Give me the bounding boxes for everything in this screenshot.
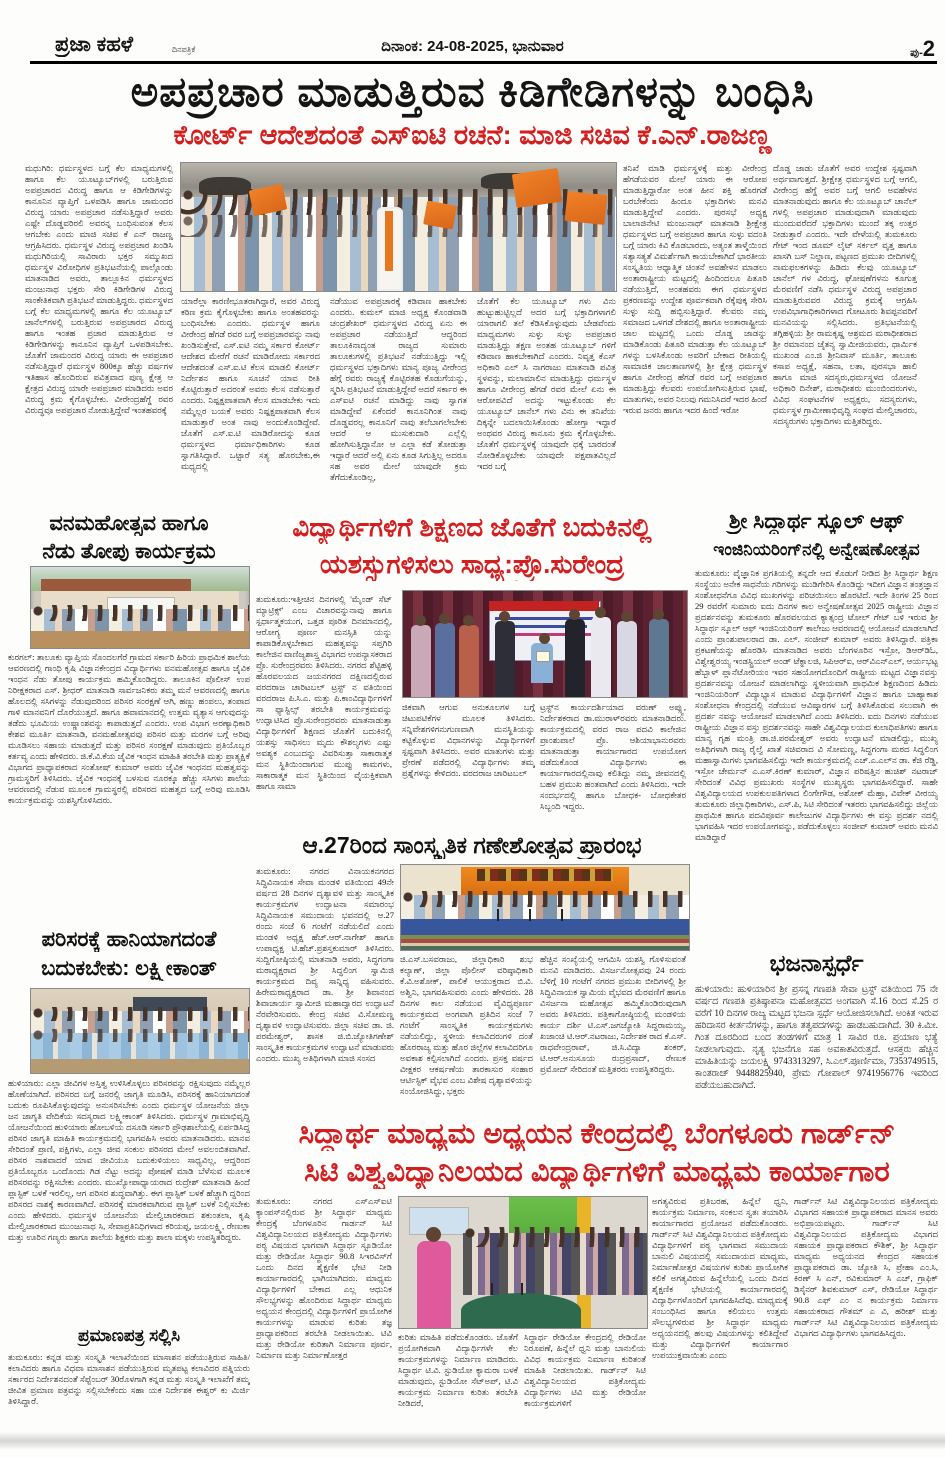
- vanamahotsava-headline-line2: ನೆಡು ತೋಪು ಕಾರ್ಯಕ್ರಮ: [42, 540, 216, 563]
- masthead-rule: [30, 61, 937, 64]
- head: [499, 611, 510, 622]
- pramanapatra-subhead: ಪ್ರಮಾಣಪತ್ರ ಸಲ್ಲಿಸಿ: [77, 1326, 181, 1345]
- person-saree: [459, 625, 479, 697]
- vanamahotsava-body: ಕುರಗಲ್: ತಾಲೂಕು ವ್ಯಾಪ್ತಿಯ ಸೊಂದಲಗೆರೆ ಗ್ರಾಮದ ಸರ್ಕಾರಿ ಹಿರಿಯ ಪ್ರಾಥಮಿಕ ಶಾಲೆಯ ಆವರಣದಲ್ಲಿ ಗಾಂಧಿ ಕೃಷಿ ವಿಜ್ಞಾನಕೇಂದ್ರದ ವಿದ್ಯಾರ್ಥಿಗಳು ವನಮಹೋತ್ಸವ ಹಾಗೂ ಜೈವಿಕ ಇಂಧನ ನೆಡು ತೋಪು ಕಾರ್ಯಕ್ರಮ ಹಮ್ಮಿಕೊಂಡಿದ್ದರು. ತಾಲೂಕಿನ ಪೊಲೀಸ್ ಉಪ ನಿರೀಕ್ಷಕರಾದ ಎಸ್. ಶ್ರೀಧರ್ ಮಾತನಾಡಿ ಸಾರ್ವಜನಿಕರು ತಮ್ಮ ಮನೆ ಆವರಣದಲ್ಲಿ ಹಾಗೂ ಹೊಲದಲ್ಲಿ ಸಸಿಗಳನ್ನು ನೆಡುವುದರಿಂದ ಪರಿಸರ ಸಂರಕ್ಷಣೆ ಆಗಿ, ಹಣ್ಣು ಹಂಪಲು, ತಂಪಾದ ಗಾಳಿ ಮಾನವನಿಗೆ ದೊರೆಯುತ್ತದೆ. ಹಾಗೂ ಹವಾಮಾನದಲ್ಲಿ ಉತ್ತಮ ವ್ಯತ್ಯಾಸ ಆಗುವುದನ್ನು ತಡೆದು ಭೂಮಿಯ ಉಷ್ಣಾಂಶವನ್ನು ಕಾಪಾಡುತ್ತದೆ ಎಂದರು. ಉಪ ವಿಭಾಗ ಅರಣ್ಯಾಧಿಕಾರಿ ಕೇಶವ ಮೂರ್ತಿ ಮಾತನಾಡಿ, ವನಮಹೋತ್ಸವವು ಪರಿಸರ ಮತ್ತು ಮರಗಳ ಬಗ್ಗೆ ಅರಿವು ಮೂಡಿಸಲು ಸಹಾಯ ಮಾಡುತ್ತದೆ ಮತ್ತು ಪರಿಸರ ಸಂರಕ್ಷಣೆ ಮಾಡುವುದು ಪ್ರತಿಯೊಬ್ಬರ ಕರ್ತವ್ಯ ಎಂದು ಹೇಳಿದರು. ಜಿ.ಕೆ.ವಿ.ಕೆಯ ಜೈವಿಕ ಇಂಧನ ಮಾಹಿತಿ ತರಬೇತಿ ಮತ್ತು ಪ್ರಾತ್ಯಕ್ಷಿಕೆ ವಿಭಾಗದ ಪ್ರಾಧ್ಯಾಪಕರಾದ ಸಂತೋಷ್ ಕುಮಾರ್ ಅವರು ಜೈವಿಕ ಇಂಧನದ ಮಹತ್ವವನ್ನು ಗ್ರಾಮಸ್ಥರಿಗೆ ತಿಳಿಸಿದರು. ಜೈವಿಕ ಇಂಧನಕ್ಕೆ ಬಳಸುವ ನೂರಕ್ಕೂ ಹೆಚ್ಚು ಸಸಿಗಳು ಶಾಲೆಯ ಆವರಣದಲ್ಲಿ ನೆಡುವ ಮೂಲಕ ಗ್ರಾಮಸ್ಥರಲ್ಲಿ ಪರಿಸರದ ಮಹತ್ವದ ಬಗ್ಗೆ ಅರಿವು ಮೂಡಿಸಿ ಕಾರ್ಯಕ್ರಮವನ್ನು ಯಶಸ್ವಿಗೊಳಿಸಿದರು.: [8, 652, 250, 805]
- person-white-shirt: [591, 617, 611, 697]
- ground: [31, 631, 249, 648]
- head: [653, 609, 664, 620]
- certificate: [536, 651, 550, 662]
- page-number-label: ಪು-: [910, 47, 923, 59]
- workshop-photo: [398, 1196, 648, 1329]
- newspaper-logo: ಪ್ರಜಾ ಕಹಳೆ: [55, 33, 133, 56]
- education-column-3: ಟ್ರಸ್ಟ್‌ನ ಕಾರ್ಯದರ್ಶಿಯಾದ ವರುಣ್ ಅಪ್ಸ್ವು, ನಿರ್ದೇಶಕರಾದ ಡಾ.ಮುರಾಳ್‌ರವರು ಮಾತನಾಡಿದರು. ಕಾರ್ಯಕ್ರಮದಲ್ಲಿ ವರದ ರಾಜ ಪದವಿ ಕಾಲೇಜಿನ ಪ್ರಾಂಶುಪಾಲೆ ಪ್ರೊ. ಆಶಿಯಾಭಾನುರವರು ಮಾತನಾಡುತ್ತಾ ಕಾರ್ಯಾಗಾರದ ಉಪಯೋಗ ಪಡೆದುಕೊಂಡ ವಿದ್ಯಾರ್ಥಿಗಳು ಈ ಕಾರ್ಯಾಗಾರದಲ್ಲಿನಾವು ಕಲಿತಿದ್ದು ನಮ್ಮ ಜೀವನದಲ್ಲಿ ಬಹಳ ಪ್ರಮುಖ ಹಂತವಾಗಿದೆ ಎಂದು ತಿಳಿಸಿದರು. ಇದೇ ಸಂದರ್ಭದಲ್ಲಿ ಹಾಗೂ ಬೋಧಕ- ಬೋಧಕೇತರ ಸಿಬ್ಬಂದಿ ಇದ್ದರು.: [540, 702, 686, 811]
- workshop-headline-line2: ಸಿಟಿ ವಿಶ್ವವಿದ್ಯಾನಿಲಯದ ವಿದ್ಯಾರ್ಥಿಗಳಿಗೆ ಮಾಧ್ಯಮ ಕಾರ್ಯಾಗಾರ: [304, 1156, 890, 1188]
- head: [415, 615, 426, 626]
- workshop-headline-line1: ಸಿದ್ಧಾರ್ಥ ಮಾಧ್ಯಮ ಅಧ್ಯಯನ ಕೇಂದ್ರದಲ್ಲಿ ಬೆಂಗಳೂರು ಗಾರ್ಡ್‌ನ್: [298, 1118, 896, 1150]
- banner-header-strip: [489, 601, 599, 611]
- saffron-flag: [565, 191, 608, 225]
- lead-column-3: ನಡೆಯುವ ಅಪಪ್ರಚಾರಕ್ಕೆ ಕಡಿವಾಣ ಹಾಕಬೇಕು ಎಂದರು. ಕುಮಲ್ ಮಾಜಿ ಅಧ್ಯಕ್ಷ ಕೊಂಡವಾಡಿ ಚಂದ್ರಶೇಖರ್ ಧರ್ಮಸ್ಥಳದ ವಿರುದ್ಧ ಏನು ಈ ಅಪಪ್ರಚಾರ ನಡೆಯುತ್ತಿದೆ ಆದ್ದರಿಂದ ತಾಲೂಕಿನಾದ್ಯಂತ ರಾಜ್ಯದ ಸುಮಾರು ತಾಲೂಕುಗಳಲ್ಲಿ ಪ್ರತಿಭಟನೆ ನಡೆಯುತ್ತಿದ್ದು ಇಲ್ಲಿ ಧರ್ಮಸ್ಥಳದ ಭಕ್ತಾದಿಗಳು ಮಾನ್ಯ ಪೂಜ್ಯ ವೀರೇಂದ್ರ ಹೆಗ್ಗೆ ರವರು ರಾಜ್ಯಕ್ಕೆ ಕೊಟ್ಟಿರತಹ ಕೊಡುಗೆಯನ್ನು, ಸ್ಮರಿಸಿ ಪ್ರತಿಭಟನೆ ಮಾಡುತ್ತಿದ್ದೇವೆ ಅದರೆ ಸರ್ಕಾರ ಈ ಎಸ್ಐಟಿ ರಚನೆ ಮಾಡಿದ್ದು ನಾವು ಸ್ವಾಗತ ಮಾಡಿದ್ದೇವೆ ಏಕೆಂದರೆ ಕಾನೂನಿಗಿಂತ ನಾವು ದೊಡ್ಡವರಲ್ಲ ಕಾನೂನಿಗೆ ನಾವು ತಲೆಬಾಗಲೇಬೇಕು ಆದರೆ ಆ ಮುಸುಕುದಾರಿ ಎಲ್ಲೆಲ್ಲಿ ಹೋಗಿಸುತ್ತಿದ್ದಾನೋ ಆ ಎಲ್ಲಾ ಕಡೆ ತೋಡುತ್ತಾ ಇದ್ದಾರೆ ಆದರೆ ಅಲ್ಲಿ ಏನು ಕೂಡ ಸಿಗುತ್ತಿಲ್ಲ ಅದರೂ ಸಹ ಅವರ ಮೇಲೆ ಯಾವುದೇ ಕ್ರಮ ತೆಗೆದುಕೊಂಡಿಲ್ಲ,: [330, 296, 467, 482]
- workshop-column-5: ಗಾರ್ಡ್‌ನ್ ಸಿಟಿ ವಿಶ್ವವಿದ್ಯಾನಿಲಯದ ಪತ್ರಿಕೋದ್ಯಮ ವಿಭಾಗದ ಸಹಾಯಕ ಪ್ರಾಧ್ಯಾಪಕರಾದ ಮಾನಸ ಅವರು ಅಭಿಪ್ರಾಯಪಟ್ಟರು. ಗಾರ್ಡ್‌ನ್ ಸಿಟಿ ವಿಶ್ವವಿದ್ಯಾನಿಲಯದ ಪತ್ರಿಕೋದ್ಯಮ ವಿಭಾಗದ ಸಹಾಯಕ ಪ್ರಾಧ್ಯಾಪಕರಾದ ಕೌಶಿಕ್, ಶ್ರೀ ಸಿದ್ಧಾರ್ಥ ಮಾಧ್ಯಮ ಅಧ್ಯಯನದ ಕೇಂದ್ರದ ಸಹಾಯಕ ಪ್ರಾಧ್ಯಾಪಕರಾದ ಡಾ. ಜ್ಯೋತಿ ಸಿ, ಪ್ರೇಹಾ ಎಂ.ಸಿ, ಕಿರಣ್ ಸಿ ಎನ್, ರವಿಕುಮಾರ್ ಸಿ ಎಚ್, ಗ್ರಾಫಿಕ್ ಡಿಸೈನರ್ ಶಿವಕುಮಾರ್ ಎಸ್, ರೇಡಿಯೋ ಸಿದ್ಧಾರ್ಥ 90.8 ಎಫ್ ಎಂ ನ ಕಾರ್ಯಕ್ರಮ ನಿರ್ಮಾಣ ಸಹಾಯಕರಾದ ಗೌತಮ್ ಎ ವಿ, ಹರೀಶ್ ಮತ್ತು ಗಾರ್ಡ್‌ನ್ ಸಿಟಿ ವಿಶ್ವವಿದ್ಯಾನಿಲಯದ ಪತ್ರಿಕೋದ್ಯಮ ವಿಭಾಗದ ವಿದ್ಯಾರ್ಥಿಗಳು ಭಾಗವಹಿಸಿದ್ದರು.: [794, 1196, 938, 1338]
- page-number: [910, 36, 935, 62]
- lead-headline: ಅಪಪ್ರಚಾರ ಮಾಡುತ್ತಿರುವ ಕಿಡಿಗೇಡಿಗಳನ್ನು ಬಂಧಿಸಿ: [130, 68, 815, 115]
- microphone: [521, 1283, 523, 1295]
- head: [539, 633, 550, 644]
- head: [463, 615, 474, 626]
- woman-in-pink: [417, 1241, 451, 1328]
- lead-column-2: ಯಾರೆಲ್ಲಾ ಕಾರಣೀಭೂತರಾಗಿದ್ದಾರೆ, ಅವರ ವಿರುದ್ಧ ಕಠಿಣ ಕ್ರಮ ಕೈಗೊಳ್ಳಬೇಕು ಹಾಗೂ ಅಂತಹವರನ್ನು ಬಂಧಿಸಬೇಕು ಎಂದರು. ಧರ್ಮಸ್ಥಳ ಹಾಗೂ ವೀರೇಂದ್ರ ಹೆಗಡೆ ರವರ ಬಗ್ಗೆ ಅಪಪ್ರಚಾರವನ್ನು ನಾವು ಖಂಡಿಸುತ್ತೇವೆ, ಎಸ್.ಐಟಿ ನಮ್ಮ ಸರ್ಕಾರ ಕೋರ್ಟ್ ಆದೇಶದ ಮೇರೆಗೆ ರಚನೆ ಮಾಡಿರೋದು ಸರ್ಕಾರದ ಆದೇಶದಂತೆ ಎಸ್.ಐ.ಟಿ ಕೆಲಸ ಮಾಡಲಿ ಕೋರ್ಟ್ ನಿರ್ದೇಶನ ಹಾಗೂ ಸೂಚನೆ ಯಾವ ರೀತಿ ಕೊಟ್ಟಿರುತ್ತಾರೆ ಅದರಂತೆ ಅವರು ಕೆಲಸ ನಡೆಸುತ್ತಾರೆ ಎಂದರು. ನಿಷ್ಪಕ್ಷಪಾತವಾಗಿ ಕೆಲಸ ಮಾಡಬೇಕು ಇದು ನಮ್ಮೆಲ್ಲರ ಬಯಕೆ ಅವರು ನಿಷ್ಪಕ್ಷಪಾತವಾಗಿ ಕೆಲಸ ಮಾಡುತ್ತಾರೆ ಅಂತ ನಾವು ಅಂದುಕೊಂಡಿದ್ದೇವೆ. ಜೊತೆಗೆ ಎಸ್.ಐ.ಟಿ ಮಾಡಿರೋದನ್ನು ಕೂಡ ಧರ್ಮಸ್ಥಳದ ಧರ್ಮಾಧಿಕಾರಿಗಳು ಕೂಡ ಸ್ವಾಗತಿಸಿದ್ದಾರೆ. ಒಟ್ಟಾರೆ ಸತ್ಯ ಹೊರಬೇಕು,ಈ ಮಧ್ಯದಲ್ಲಿ: [181, 296, 320, 471]
- lead-column-6: ದೊಡ್ಡ ಜಾಡು ಜೊತೆಗೆ ಅವರ ಉದ್ದೇಶ ಸ್ಪಷ್ಟವಾಗಿ ಅರ್ಥವಾಗುತ್ತದೆ. ಶ್ರೀಕ್ಷೇತ್ರ ಧರ್ಮಸ್ಥಳದ ಬಗ್ಗೆ ಆಗಲಿ, ವೀರೇಂದ್ರ ಹೆಗ್ಡೆ ಅವರ ಬಗ್ಗೆ ಆಗಲಿ ಅವಹೇಳನ ಮಾತನಾಡುವುದು ಹಾಗೂ ಕೆಲ ಯೂಟ್ಯೂಬ್ ಚಾನೆಲ್ ಗಳಲ್ಲಿ ಅಪಪ್ರಚಾರ ಮಾಡುವುದಾಗಿ ಮಾಡುವುದು ಮುಂದುವರೆದರೆ ಭಕ್ತಾದಿಗಳು ಮುಂದೆ ತಕ್ಕ ಉತ್ತರ ನೀಡುತ್ತಾರೆ ಎಂದರು. ಇದೇ ವೇಳೆಯಲ್ಲಿ ತುಮಕೂರು ಗೇಟ್ ಇಂದ ಡೂಮ್ ಲೈಟ್ ಸರ್ಕಲ್ ವೃತ್ತ ಹಾಗೂ ಖಾಸಗಿ ಬಸ್ ನಿಲ್ದಾಣ, ಪಟ್ಟಣದ ಪ್ರಮುಖ ಬೀದಿಗಳಲ್ಲಿ ನಾಮಫಲಕಗಳನ್ನು ಹಿಡಿದು ಕೆಲವು ಯೂಟ್ಯೂಬ್ ಚಾನೆಲ್ ಗಳ ವಿರುದ್ಧ, ಘೋಷಣೆಗಳನು ಕೂಗುತ್ತ ಮೆರವಣಿಗೆ ನಡೆಸಿ ಧರ್ಮಸ್ಥಳ ವಿರುದ್ಧ ಅಪಪ್ರಚಾರ ಮಾಡುತ್ತಿರುವವರ ವಿರುದ್ಧ ಕ್ರಮಕ್ಕೆ ಆಗ್ರಹಿಸಿ ಉಪವಿಭಾಗಾಧಿಕಾರಿಗಳಾದ ಗೋಟೂರು ಶಿವಪ್ಪನವರಿಗೆ ಮನವಿಯನ್ನು ಸಲ್ಲಿಸಿದರು. ಪ್ರತಿಭಟನೆಯಲ್ಲಿ ತಗ್ಗಿಹಳ್ಳಿಯ ಶ್ರೀ ರಾಮಕೃಷ್ಣ ಆಶ್ರಮದ ಮಠಾಧೀಶರಾದ ಶ್ರೀ ರಮಾನಂದ ಚೈತನ್ಯ ಸ್ವಾಮೀಜಿಯವರು, ಧಾರ್ಮಿಕ ಮುಖಂಡ ಎಂ.ಜಿ ಶ್ರೀನಿವಾಸ್ ಮೂರ್ತಿ, ತಾಲೂಕು ಕಸಾಪ ಅಧ್ಯಕ್ಷೆ, ಸಹನಾ, ಲತಾ, ಪುರಸಭಾ ಹಾಲಿ ಹಾಗೂ ಮಾಜಿ ಸದಸ್ಯರು,ಧರ್ಮಸ್ಥಳದ ಯೋಜನೆ ಅಧಿಕಾರಿ ದಿನೇಶ್, ಮಠಾಧೀಶರು ಮುಂಬಿಂದರುಗಳು, ವಿವಿಧ ಸಂಘಟನೆಗಳ ಅಧ್ಯಕ್ಷರು, ಸದಸ್ಯರುಗಳು, ಧರ್ಮಸ್ಥಳ ಗ್ರಾಮೀಣಾಭಿವೃದ್ಧಿ ಸಂಘದ ಮೇಲ್ವಿಚಾರರು, ಸದಸ್ಯರುಗಳು ಭಕ್ತಾದಿಗಳು ಮತ್ತಿತರಿದ್ದರು.: [773, 163, 917, 426]
- vanamahotsava-photo: [30, 566, 250, 649]
- microphone: [491, 1283, 493, 1295]
- head: [621, 611, 632, 622]
- students-heads: [463, 1227, 647, 1247]
- education-headline-line1: ವಿದ್ಯಾರ್ಥಿಗಳಿಗೆ ಶಿಕ್ಷಣದ ಜೊತೆಗೆ ಬದುಕಿನಲ್ಲಿ: [292, 512, 652, 542]
- green-table: [461, 1293, 581, 1328]
- person-coat: [495, 621, 515, 697]
- parisara-headline-line2: ಬದುಕಬೇಕು: ಲಕ್ಷ್ಮೀಕಾಂತ್: [41, 957, 217, 980]
- ganeshotsava-column-1: ತುಮಕೂರು: ನಗರದ ವಿನಾಯಕನಗರದ ಸಿದ್ಧಿವಿನಾಯಕ ಸೇವಾ ಮಂಡಳಿ ವತಿಯಿಂದ 49ನೇ ವರ್ಷದ 28 ದಿನಗಳ ದೃಶ್ಯಾವಳಿ ಮತ್ತು ಸಾಂಸ್ಕೃತಿಕ ಕಾರ್ಯಕ್ರಮಗಳ ಉದ್ಘಾಟನಾ ಸಮಾರಂಭ ಸಿದ್ಧಿವಿನಾಯಕ ಸಮುದಾಯ ಭವನದಲ್ಲಿ ಆ.27 ರಂದು ಸಂಜೆ 6 ಗಂಟೆಗೆ ನಡೆಯಲಿದೆ ಎಂದು ಮಂಡಳಿ ಅಧ್ಯಕ್ಷ ಹೆಚ್.ಆರ್.ನಾಗೇಶ್ ಹಾಗೂ ಉಪಾಧ್ಯಕ್ಷ ಟಿ.ಹೆಚ್.ಪ್ರಶಸ್ತಕುಮಾರ್ ತಿಳಿಸಿದರು. ಸುದ್ದಿಗೋಷ್ಠಿಯಲ್ಲಿ ಮಾತನಾಡಿ ಅವರು, ಸಿದ್ಧಗಂಗಾ ಮಠಾಧ್ಯಕ್ಷರಾದ ಶ್ರೀ ಸಿದ್ಧಲಿಂಗ ಸ್ವಾಮಿಜಿ ಕಾರ್ಯಕ್ರಮದ ದಿವ್ಯ ಸಾನ್ನಿಧ್ಯ ವಹಿಸುವರು. ಹಿರೇಮಠಾಧ್ಯಕ್ಷರಾದ ಡಾ. ಶ್ರೀ ಶಿವಾನಂದ ಶಿವಾಚಾರ್ಯ ಸ್ವಾಮೀಜಿ ಮಹಾದ್ವಾರದ ಉದ್ಘಾಟನೆ ನೆರವೇರಿಸುವರು. ಕೇಂದ್ರ ಸಚಿವ ವಿ.ಸೋಮಣ್ಣ ದೃಶ್ಯಾವಳಿ ಉದ್ಘಾಟಿಸುವರು. ಜಿಲ್ಲಾ ಸಚಿವ ಡಾ. ಜಿ. ಪರಮೇಶ್ವರ್, ಶಾಸಕ ಜಿ.ಬಿ.ಜ್ಯೋತಿಗಣೇಶ್ ಸಾಂಸ್ಕೃತಿಕ ಕಾರ್ಯಕ್ರಮಗಳ ಉದ್ಘಾಟನೆ ಮಾಡುವರು ಎಂದರು. ಮುಖ್ಯ ಅತಿಥಿಗಳಾಗಿ ಮಾಜಿ ಸಂಸದ: [256, 866, 394, 1063]
- saffron-scarf: [385, 211, 393, 271]
- saffron-flag: [423, 201, 457, 230]
- dignitaries-heads: [401, 891, 689, 907]
- dateline: ದಿನಾಂಕ: 24-08-2025, ಭಾನುವಾರ: [381, 38, 564, 55]
- person-shirt: [617, 621, 637, 697]
- person-saree: [411, 625, 431, 697]
- education-headline-line2: ಯಶಸ್ಸುಗಳಿಸಲು ಸಾಧ್ಯ:ಪ್ರೊ.ಸುರೇಂದ್ರ: [319, 549, 625, 579]
- head: [569, 609, 580, 620]
- school-roof: [41, 579, 191, 591]
- lead-subheadline: ಕೋರ್ಟ್ ಆದೇಶದಂತೆ ಎಸ್‌ಐಟಿ ರಚನೆ: ಮಾಜಿ ಸಚಿವ ಕೆ.ಎನ್.ರಾಜಣ್ಣ: [173, 120, 772, 150]
- person-saree: [435, 623, 455, 697]
- vanamahotsava-headline-line1: ವನಮಹೋತ್ಸವ ಹಾಗೂ: [49, 512, 209, 535]
- head: [595, 607, 606, 618]
- bhajana-body: ಹುಳಿಯಾರು: ಹುಳಿಯಾರಿನ ಶ್ರೀ ಪ್ರಸನ್ನ ಗಣಪತಿ ಸೇವಾ ಟ್ರಸ್ಟ್ ವತಿಯಿಂದ 75 ನೇ ವರ್ಷದ ಗಣಪತಿ ಪ್ರತಿಷ್ಠಾಪನಾ ಮಹೋತ್ಸವದ ಅಂಗವಾಗಿ ಸೆ.16 ರಿಂದ ಸೆ.25 ರ ವರೆಗೆ 10 ದಿನಗಳ ರಾಜ್ಯ ಮಟ್ಟದ ಭಜನಾ ಸ್ಪರ್ಧೆ ಆಯೋಜಿಸಲಾಗಿದೆ. ಅಂಕಿತ ಇರುವ ಹರಿದಾಸರ ಕೀರ್ತನೆಗಳನ್ನು, ಹಾಗೂ ತತ್ವಪದಗಳನ್ನು ಹಾಡಬಹುದಾಗಿದೆ. 30 ಕಿ.ಮೀ. ಗಿಂತ ದೂರದಿಂದ ಬಂದ ತಂಡಗಳಿಗೆ ಮಾತ್ರ 1 ಸಾವಿರ ರೂ. ಪ್ರಯಾಣ ಭತ್ಯೆ ನೀಡಲಾಗುವುದು. ನೃತ್ಯ ಭಜನೆಗೂ ಸಹ ಅವಕಾಶವಿರುತ್ತದೆ. ಆಸಕ್ತರು ಹೆಚ್ಚಿನ ಮಾಹಿತಿಯನ್ನು ಜಯಲಕ್ಷ್ಮಿ 9743313297, ಸಿ.ಎಲ್.ಪೂರ್ಣಿಮಾ, 7353749515, ಕಾಂತರಾಜ್ 9448825940, ಪ್ರೇಮ ಗೋಪಾಲ್ 9741956776 ಇವರಿಂದ ಪಡೆಯಬಹುದಾಗಿದೆ.: [695, 985, 938, 1091]
- ganeshotsava-headline: ಆ.27ರಿಂದ ಸಾಂಸ್ಕೃತಿಕ ಗಣೇಶೋತ್ಸವ ಪ್ರಾರಂಭ: [302, 832, 642, 858]
- floor: [31, 1059, 249, 1073]
- lead-column-4: ಜೊತೆಗೆ ಕೆಲ ಯೂಟ್ಯೂಬ್ ಗಳು ವಿನು ಹುಟ್ಟುಹುಟ್ಟಿಲ್ಲದೆ ಅದರ ಬಗ್ಗೆ ಭಕ್ತಾದಿಗಳಾಗಲಿ ಯಾರಾಗಲಿ ತಲೆ ಕೆಡಿಸಿಕೊಳ್ಳುವುದು ಬೇಡವೆಂದು ಮಾಧ್ಯಮಗಳು ಸುಳ್ಳು ಸುಳ್ಳು ಅಪಪ್ರಚಾರ ಮಾಡುತ್ತಿದ್ದು ತಕ್ಷಣ ಅಂತಹ ಯೂಟ್ಯೂಬ್ ಗಳಿಗೆ ಕಡಿವಾಣ ಹಾಕಬೇಕಾಗಿದೆ ಎಂದರು. ನಿವೃತ್ತ ಕೆಎಸ್ ಅಧಿಕಾರಿ ಎಲ್ ಸಿ ನಾಗರಾಜು ಮಾತನಾಡಿ ಪವಿತ್ರ ಸ್ಥಳವನ್ನು, ಮಲಾಮಾಲಿನ ಮಾಡುತ್ತಿದ್ದು ಧರ್ಮಸ್ಥಳ ಹಾಗೂ ವೀರೇಂದ್ರ ಹೆಗಡೆ ರವರ ಮೇಲೆ ಏನು ಈ ಆರೋಪವಿದೆ ಅದನ್ನು ಇಟ್ಟುಕೊಂಡು ಕೆಲ ಯೂಟ್ಯೂಬ್ ಚಾನೆಲ್ ಗಳು ವಿನು ಈ ತನಿಖೆಯ ದಿಕ್ಕನ್ನೇ ಬದಲಾಯಿಸಿಕೊಂಡು ಹೋಗ್ತಾ ಇದ್ದಾರೆ ಅಂಥವರ ವಿರುದ್ಧ ಕಾನೂನು ಕ್ರಮ ಕೈಗೊಳ್ಳಬೇಕು. ಜೊತೆಗೆ ಧರ್ಮಸ್ಥಳಕ್ಕೆ ಯಾವುದೇ ಧಕ್ಕೆ ಬಾರದಂತೆ ನೋಡಿಕೊಳ್ಳಬೇಕು ಯಾವುದೇ ಪಕ್ಷಪಾತವಿಲ್ಲದೆ ಇದರ ಬಗ್ಗೆ: [477, 296, 616, 471]
- adults-heads: [31, 1007, 249, 1021]
- bhajana-headline: ಭಜನಾಸ್ಪರ್ಧೆ: [769, 950, 864, 976]
- ganeshotsava-column-2: ಜಿ.ಎಸ್.ಬಸವರಾಜು, ಜಿಲ್ಲಾಧಿಕಾರಿ ಶುಭ ಕಲ್ಯಾಣ್, ಜಿಲ್ಲಾ ಪೊಲೀಸ್ ವರಿಷ್ಠಾಧಿಕಾರಿ ಕೆ.ವಿ.ಅಶೋಕ್, ಪಾಲಿಕೆ ಆಯುಕ್ತರಾದ ಬಿ.ವಿ. ಅಶ್ವಿನಿ, ಭಾಗವಹಿಸುವರು ಎಂದು ಹೇಳಿದರು. 28 ದಿನಗಳ ಕಾಲ ನಡೆಯುವ ವೈವಿಧ್ಯಪೂರ್ಣ ಕಾರ್ಯಕ್ರಮದ ಅಂಗವಾಗಿ ಪ್ರತಿದಿನ ಸಂಜೆ 7 ಗಂಟೆಗೆ ಸಾಂಸ್ಕೃತಿಕ ಕಾರ್ಯಕ್ರಮಗಳು ನಡೆಯಲಿದ್ದು, ಸ್ಥಳೀಯ ಕಲಾವಿದರುಗಳಿ ದಂತೆ ಹೊರರಾಜ್ಯ ಮತ್ತು ಹೊರ ಜಿಲ್ಲೆಗಳ ಕಲಾವಿದರಿಗೂ ಅವಕಾಶ ಕಲ್ಪಿಸಲಾಗಿದೆ ಎಂದರು. ಪ್ರಸಕ್ತ ವರ್ಷದ ವೀಕ್ಷಕರ ಆಕರ್ಷಣೆಯ ತಾರಕಾಸುರ ಸಂಹಾರ ಆರ್ಟಿಸ್ಟಿಕ್ ವೈಭವ ಎಂಬ ವಿಶೇಷ ದೃಶ್ಯಾವಳಿಯನ್ನು ಸಂಯೋಜಿಸಿದ್ದು, ಭಕ್ತರು: [400, 954, 533, 1096]
- saffron-flag: [512, 168, 562, 208]
- striped-table-cloth: [401, 935, 689, 950]
- head: [426, 1227, 441, 1242]
- workshop-column-3: ಸಿದ್ಧಾರ್ಥ ರೇಡಿಯೋ ಕೇಂದ್ರದಲ್ಲಿ ರೇಡಿಯೋ ನಿರೂಪಣೆ, ಹಿನ್ನೆಲೆ ಧ್ವನಿ ಮತ್ತು ಬಾನುಲಿಯ ವಿವಿಧ ಕಾರ್ಯಕ್ರಮ ನಿರ್ಮಾಣ ಕುರಿತಂತೆ ಮಾಹಿತಿ ನೀಡಲಾಯಿತು. ಗಾರ್ಡ್‌ನ್ ಸಿಟಿ ವಿಶ್ವವಿದ್ಯಾನಿಲಯದ ಪತ್ರಿಕೋದ್ಯಮ ವಿದ್ಯಾರ್ಥಿಗಳು ಟಿವಿ ಮತ್ತು ರೇಡಿಯೋ ಕಾರ್ಯಕ್ರಮಗಳಿಗೆ: [524, 1332, 646, 1408]
- anveshana-headline-line2: ಇಂಜಿನಿಯರಿಂಗ್‌ನಲ್ಲಿ ಅನ್ವೇಷಣೋತ್ಸವ: [713, 540, 920, 559]
- microphone: [497, 909, 499, 921]
- parisara-body: ಹುಳಿಯಾರು: ಎಲ್ಲಾ ಜೀವಿಗಳ ಅಸ್ತಿತ್ವ ಉಳಿಸಿಕೊಳ್ಳಲು ಪರಿಸರವನ್ನು ರಕ್ಷಿಸುವುದು ನಮ್ಮೆಲ್ಲರ ಹೊಣೆಯಾಗಿದೆ. ಪರಿಸರದ ಬಗ್ಗೆ ಜನರಲ್ಲಿ ಜಾಗೃತಿ ಮೂಡಿಸಿ, ಪರಿಸರಕ್ಕೆ ಹಾನಿಯಾಗದಂತೆ ಬದುಕು ರೂಪಿಸಿಕೊಳ್ಳುವುದನ್ನು ಅನುಸರಿಸಬೇಕು ಎಂದು ಧರ್ಮಸ್ಥಳ ಯೋಜನೆಯ ಜಿಲ್ಲಾ ಜನ ಜಾಗೃತಿ ವೇದಿಕೆಯ ಸದಸ್ಯರಾದ ಲಕ್ಷ್ಮೀಕಾಂತ್ ತಿಳಿಸಿದರು. ಧರ್ಮಸ್ಥಳ ಗ್ರಾಮಾಭಿವೃದ್ಧಿ ಯೋಜನೆಯಿಂದ ಹುಳಿಯಾರು ಹೋಬಳಿಯ ದಸೂಡಿ ಸರ್ಕಾರಿ ಪ್ರೌಢಶಾಲೆಯಲ್ಲಿ ಏರ್ಪಡಿಸಿದ್ದ ಪರಿಸರ ಜಾಗೃತಿ ಮಾಹಿತಿ ಕಾರ್ಯಕ್ರಮದಲ್ಲಿ ಭಾಗವಹಿಸಿ ಅವರು ಮಾತನಾಡಿದರು. ಮಾನವ ಸೇರಿದಂತೆ ಪ್ರಾಣಿ, ಪಕ್ಷಿಗಳು, ಎಲ್ಲಾ ಜೀವ ಸಂಕುಲ ಪರಿಸರದ ಮೇಲೆ ಅವಲಂಬಿತವಾಗಿವೆ. ಪರಿಸರ ನಾಶವಾದರೆ ಯಾವ ಜೀವಿಯೂ ಬದುಕುಳಿಯಲು ಸಾಧ್ಯವಿಲ್ಲ, ಆದ್ದರಿಂದ ಪ್ರತಿಯೊಬ್ಬರೂ ಒಂದೊಂದು ಗಿಡ ನೆಟ್ಟು ಅದನ್ನು ಪೋಷಣೆ ಮಾಡಿ ಬೆಳೆಸುವ ಮೂಲಕ ಪರಿಸರವನ್ನು ರಕ್ಷಿಸಬೇಕು ಎಂದರು. ಮುಖ್ಯೋಪಾಧ್ಯಾಯರಾದ ರುದ್ರೇಶ್ ಮಾತನಾಡಿ ಹಿಂದೆ ಪ್ಲಾಸ್ಟಿಕ್ ಬಳಕೆ ಇರಲಿಲ್ಲ, ಆಗ ಪರಿಸರ ಶುದ್ಧವಾಗಿತ್ತು. ಈಗ ಪ್ಲಾಸ್ಟಿಕ್ ಬಳಕೆ ಹೆಚ್ಚಾಗಿ ದ್ದರಿಂದ ಪರಿಸರದ ನಾಶಕ್ಕೆ ಕಾರಣವಾಗಿದೆ. ಪರಿಸರಕ್ಕೆ ಮಾರಕವಾಗಿರುವ ಪ್ಲಾಸ್ಟಿಕ್ ಬಳಕೆ ನಿಲ್ಲಿಸಬೇಕು ಎಂದು ಹೇಳಿದರು. ಧರ್ಮಸ್ಥಳ ಯೋಜನೆಯ ಮೇಲ್ವಿಚಾರಕರಾದ ಶಕುಂತಲಾ, ಕೃಷಿ ಮೇಲ್ವಿಚಾರಕರಾದ ಮುಂಜುನಾಥ ಸಿ, ಸೇವಾಪ್ರತಿನಿಧಿಗಳಾದ ಕರಿಯಪ್ಪ, ಜಯಲಕ್ಷ್ಮಿ, ರೇಣುಕಾ ಮತ್ತು ಊರಿನ ಗಣ್ಯರು ಹಾಗೂ ಶಾಲೆಯ ಶಿಕ್ಷಕರು ಮತ್ತು ಶಾಲಾ ಮಕ್ಕಳು ಉಪಸ್ಥಿತರಿದ್ದರು.: [8, 1078, 250, 1242]
- deity-idols: [477, 869, 613, 881]
- person-dark-shirt: [565, 619, 585, 697]
- blue-table: [401, 919, 689, 935]
- head: [439, 613, 450, 624]
- seated-awardee: [531, 643, 553, 683]
- education-column-2: ಜಿಕವಾಗಿ ಆಗುವ ಅನುಕೂಲಗಳ ಬಗ್ಗೆ ಚಿಟುಪಟಿಕೆಗಳ ಮೂಲಕ ತಿಳಿಸಿದರು. ಸನ್ನಿವೇಶಗಳಿಗನುಗುಣವಾಗಿ ಮನಸ್ಥಿತಿಯನ್ನು ಕಟ್ಟಿಕೊಳ್ಳುವ ವಿಧಾನಗಳನ್ನು ವಿದ್ಯಾರ್ಥಿಗಳಿಗೆ ಸ್ಪಷ್ಟವಾಗಿ ತಿಳಿಸಿದರು. ಅವರ ಮಾತುಗಳು ಮತ್ತು ಪ್ರೇರಣೆ ಪಡೆದರಲ್ಲಿ ವಿದ್ಯಾರ್ಥಿಗಳು ತಮ್ಮ ಪ್ರಶ್ನೆಗಳನ್ನು ಕೇಳಿದರು. ವರದರಾಜ ಚಾರಿಟಬಲ್: [402, 702, 535, 778]
- ganeshotsava-photo: [400, 864, 690, 951]
- workshop-column-4: ಅಗತ್ಯವಿರುವ ಪ್ರತಿಬರಹ, ಹಿನ್ನೆಲೆ ಧ್ವನಿ, ಕಾರ್ಯಕ್ರಮ ನಿರ್ಮಾಣ, ಸಂಕಲನ ಸ್ವತಃ ತಯಾರಿಸಿ ಕಾರ್ಯಾಗಾರದ ಪ್ರಯೋಜನ ಪಡೆದುಕೊಂಡರು. ಗಾರ್ಡ್‌ನ್ ಸಿಟಿ ವಿಶ್ವವಿದ್ಯಾನಿಲಯದ ಪತ್ರಿಕೋದ್ಯಮ ವಿದ್ಯಾರ್ಥಿಗಳಿಗೆ ಪಠ್ಯ ಭಾಗವಾದ ಸಮುದಾಯ ಬಾನುಲಿ ವಿಷಯದಲ್ಲಿ ಸಮುದಾಯದ ಮಾಧ್ಯಮ, ನಿರ್ಮಾಣೋತ್ತರ ವಿಷಯಗಳ ಕುರಿತು ಪ್ರಾಯೋಗಿಕ ಕಲಿಕೆ ಅಗತ್ಯವಿರುವ ಹಿನ್ನೆಲೆಯಲ್ಲಿ ಒಂದು ದಿನದ ಶೈಕ್ಷಣಿಕ ಭೇಟಿಯಲ್ಲಿ ಕಾರ್ಯಾಗಾರದಲ್ಲಿ ವಿದ್ಯಾರ್ಥಿಗಳೊಂದಿಗೆ ಭಾಗವಹಿಸಿದೆವು. ಮಾಧ್ಯಮಕ್ಕೆ ಸಂಬಂಧಿಸಿದ ಹಾಗೂ ಕಲಿಯಲು ಉತ್ತಮ ಸೌಲಭ್ಯಗಳಿರುವ ಶ್ರೀ ಸಿದ್ಧಾರ್ಥ ಮಾಧ್ಯಮ ಅಧ್ಯಯನದಲ್ಲಿ ಹಲವು ವಿಷಯಗಳನ್ನು ಕಲಿತಿದ್ದೇವೆ ಮತ್ತು ವಿದ್ಯಾರ್ಥಿಗಳಿಗೆ ಕಾರ್ಯಾಗಾರ ಉಪಯುಕ್ತವಾಯಿತು ಎಂದು: [652, 1196, 788, 1360]
- microphone: [561, 909, 563, 921]
- ganeshotsava-column-3: ಹೆಚ್ಚಿನ ಸಂಖ್ಯೆಯಲ್ಲಿ ಆಗಮಿಸಿ ಯಶಸ್ವಿ ಗೊಳಿಸುವಂತೆ ಮನವಿ ಮಾಡಿದರು. ವಿಸರ್ಜನೋತ್ಸವವು 24 ರಂದು ಬೆಳಿಗ್ಗೆ 10 ಗಂಟೆಗೆ ನಗರದ ಪ್ರಮುಖ ಬೀದಿಗಳಲ್ಲಿ ಶ್ರೀ ಸಿದ್ಧಿವಿನಾಯಕ ಸ್ವಾಮಿಯ ವೈಭವದ ಮೆರವಣಿಗೆ ಹಾಗೂ ವಿಸರ್ಜನಾ ಮಹೋತ್ಸವ ಹಮ್ಮಿಕೊಂಡಿರುವುದಾಗಿ ಅವರು ತಿಳಿಸಿದರು. ಪತ್ರಿಕಾಗೋಷ್ಠಿಯಲ್ಲಿ ಮಂಡಳಿಯ ಕಾರ್ಯ ದರ್ಶಿ ಟಿ.ಎಸ್.ಜಗಜ್ಯೋತಿ ಸಿದ್ದರಾಮಯ್ಯ, ಖಜಾಂಚಿ ಟಿ.ಆರ್.ನಟರಾಜು, ನಿರ್ದೇಶಕ ರಾದ ಕೆ.ಎಸ್. ರಾಧವೇಂದ್ರರಾವ್, ಜಿ.ಸಿ.ವಿದ್ಯಾ ಶಂಕರ್, ಟಿ.ಆರ್.ಅನುಸೂಯ ರುದ್ರಪ್ರಸಾದ್, ರೇಣುಕ ಪ್ರಮೋದ್ ಸೇರಿದಂತೆ ಮತ್ತಿತರರು ಉಪಸ್ಥಿತರಿದ್ದರು.: [540, 954, 686, 1074]
- lead-column-5: ತನಿಖೆ ಮಾಡಿ ಧರ್ಮಸ್ಥಳಕ್ಕೆ ಮತ್ತು ವೀರೇಂದ್ರ ಹೆಗಡೆಯವರ ಮೇಲೆ ಯಾರು ಈ ಆರೋಪ ಮಾಡುತ್ತಿದ್ದಾರೋ ಅಂತ ಹೀನ ಶಕ್ತಿ ಹೊರಗಡೆ ಬರಬೇಕೆಂದು ಹಿಂದೂ ಭಕ್ತಾದಿಗಳು ಮನವಿ ಮಾಡುತ್ತಿದ್ದೇವೆ ಎಂದರು. ಪುರಸಭೆ ಅಧ್ಯಕ್ಷ ಬಾಲಾಜಿನೇಟಿ ಮಂಜುನಾಥ್ ಮಾತನಾಡಿ ಶ್ರೀಕ್ಷೇತ್ರ ಧರ್ಮಸ್ಥಳದ ಬಗ್ಗೆ ಅಪಪ್ರಚಾರ ಹಾಗೂ ಸುಳ್ಳು ವದಂತಿ ಬಗ್ಗೆ ಯಾರು ಕಿವಿ ಕೊಡಬಾರದು, ಅತ್ಯಂತ ತಾಳ್ಮೆಯಿಂದ ಸತ್ಯಾಸತ್ಯತೆ ವಿಮರ್ಶೆಗಾಗಿ ಕಾಯಬೇಕಾಗಿದೆ ಭಾರತೀಯ ಸಂಸ್ಕೃತಿಯ ಆಧ್ಯಾತ್ಮಿಕ ಚಿಂತನೆ ಅವಹೇಳನ ಮಾಡಲು ಅಂತಾರಾಷ್ಟ್ರೀಯ ಮಟ್ಟದಲ್ಲಿ ಹಿಂದಿಂದಲೂ ಪಿತೂರಿ ನಡೆಯುತ್ತಿದೆ, ಅಂತಹವರು ಈಗ ಧರ್ಮಸ್ಥಳದ ಪ್ರಕರಣವನ್ನು ಉದ್ದೇಶ ಪೂರ್ವಕವಾಗಿ ರೆಕ್ಕೆಪುಕ್ಕ ಸೇರಿಸಿ ಸುಳ್ಳು ಸುದ್ದಿ ಹಬ್ಬಿಸುತ್ತಿದ್ದಾರೆ. ಕೆಲವರು ನಮ್ಮ ಸಮಾಜದ ಒಳಗಡೆ ದೇಶದಲ್ಲಿ ಹಾಗೂ ಅಂತಾರಾಷ್ಟ್ರೀಯ ಜಾಲ ಮಟ್ಟದಲ್ಲಿ ಒಂದು ದೊಡ್ಡ ಜಾಡನ್ನು ಮಾಡಿಕೊಂಡು ಪಿತೂರಿ ಮಾಡುತ್ತಾ ಕೆಲ ಯೂಟ್ಯೂಬ್ ಗಳನ್ನು ಬಳಸಿಕೊಂಡು ಅವರಿಗೆ ಬೇಕಾದ ರೀತಿಯಲ್ಲಿ ಸಾಮಾಜಿಕ ಜಾಲತಾಣಗಳಲ್ಲಿ ಶ್ರೀ ಕ್ಷೇತ್ರ ಧರ್ಮಸ್ಥಳ ಹಾಗೂ ವೀರೇಂದ್ರ ಹೆಗಡೆ ರವರ ಬಗ್ಗೆ ಅಪಪ್ರಚಾರ ಮಾಡುತ್ತಿದ್ದು ಕೆಲವರು ಉಪಯೋಗಿಸುತ್ತಿರುವ ಭಾಷೆ, ಮಾತುಗಳು, ಅವರ ನಿಲುವು ಗಮನಿಸಿದರೆ ಇದರ ಹಿಂದೆ ಇರುವ ಜನರು ಹಾಗೂ ಇದರ ಹಿಂದೆ ಇರೋ: [623, 163, 767, 415]
- page-bottom-shadow: [0, 1432, 945, 1450]
- newspaper-tagline: ದಿನಪತ್ರಿಕೆ: [172, 45, 196, 54]
- parisara-headline-line1: ಪರಿಸರಕ್ಕೆ ಹಾನಿಯಾಗದಂತೆ: [41, 928, 217, 951]
- anveshana-body: ತುಮಕೂರು: ವೈಜ್ಞಾನಿಕ ಪ್ರಗತಿಯಲ್ಲಿ ತನ್ನದೇ ಆದ ಕೊಡುಗೆ ನೀಡಿದ ಶ್ರೀ ಸಿದ್ಧಾರ್ಥ ಶಿಕ್ಷಣ ಸಂಸ್ಥೆಯು ಅನೇಕ ಸಾಧನೆಯ ಗರಿಗಳನ್ನು ಮುಡಿಗೇರಿಸಿ ಕೊಂಡಿದ್ದು ಇದೀಗ ವಿಜ್ಞಾನ ತಂತ್ರಜ್ಞಾನ ಸಂಶೋಧನೆಗೂ ವಿವಿಧ ಮುಖಗಳನ್ನು ಪರಿಚಯಿಸಲು ಹೊರಟಿದೆ. ಇದೇ ತಿಂಗಳ 25 ರಿಂದ 29 ರವರೆಗೆ ಸುಮಾರು ಐದು ದಿನಗಳ ಕಾಲ ಅನ್ವೇಷಣೋತ್ಸವ 2025 ರಾಷ್ಟ್ರೀಯ ವಿಜ್ಞಾನ ಪ್ರದರ್ಶನವನ್ನು ತುಮಕೂರು ಹೊರವಲಯದ ಕ್ಯಾತ್ಸಂದ್ರ ಟೋಲ್ ಗೇಟ್ ಬಳಿ ಇರುವ ಶ್ರೀ ಸಿದ್ಧಾರ್ಥ ಸ್ಕೂಲ್ ಆಫ್ ಇಂಜಿನಿಯರಿಂಗ್ ಕಾಲೇಜು ಆವರಣದಲ್ಲಿ ಆಯೋಜನೆ ಮಾಡಲಾಗಿದೆ ಎಂದು ಪ್ರಾಂಶುಪಾಲರಾದ ಡಾ. ಎಲ್. ಸಂಜೀವ್ ಕುಮಾರ್ ಅವರು ತಿಳಿಸಿದ್ದಾರೆ. ಪತ್ರಿಕಾ ಪ್ರಕಟಣೆಯನ್ನು ಹೊರಡಿಸಿ ಮಾತನಾಡಿದ ಅವರು ಬೆಂಗಳೂರಿನ ಇಸ್ರೋ, ಡಿಆರ್‌ಡಿಓ, ವಿಶ್ವೇಶ್ವರಯ್ಯ ಇಂಡಸ್ಟ್ರಿಯಲ್ ಅಂಡ್ ಟೆಕ್ನಾಲಜಿ, ಸಿಪಿಆರ್‌ಐ, ಆರ್‌ವಿಎನ್‌ಎಲ್, ಆರ್ಯಭಟ್ಟ ಹೆಬ್ಬಾಳ್ ಪ್ಲಾನೆಟೋರಿಯಂ ಇವರ ಸಹಯೋಗದೊಂದಿಗೆ ರಾಷ್ಟ್ರೀಯ ಮಟ್ಟದ ವಿಜ್ಞಾನವಸ್ತು ಪ್ರದರ್ಶನವನ್ನು ಯೋಜನೆ ಮಾಡಲಾಗಿದ್ದು ಸ್ಥಳೀಯವಾಗಿ ಪ್ರಾಥಮಿಕ ಶಿಕ್ಷಣದಿಂದ ಹಿಡಿದು ಇಂಜಿನಿಯರಿಂಗ್ ವಿದ್ಯಾಭ್ಯಾಸ ಮಾಡುವ ವಿದ್ಯಾರ್ಥಿಗಳಿಗೆ ವಿಜ್ಞಾನ ಹಾಗೂ ಬಾಹ್ಯಾಕಾಶ ಸಂಶೋಧನಾ ಕೇಂದ್ರದಲ್ಲಿ ನಡೆಯುವ ಆವಿಷ್ಕಾರಗಳ ಬಗ್ಗೆ ತಿಳಿಸಿಕೊಡುವ ಸಲುವಾಗಿ ಈ ಪ್ರದರ್ಶ ನವನ್ನು ಆಯೋಜನೆ ಮಾಡಲಾಗಿದೆ ಎಂದು ತಿಳಿಸಿದರು. ಐದು ದಿನಗಳು ನಡೆಯುವ ರಾಷ್ಟ್ರೀಯ ವಿಜ್ಞಾನ ವಸ್ತು ಪ್ರದರ್ಶನವನ್ನು ಸಾಹೇ ವಿಶ್ವವಿದ್ಯಾಲಯದ ಕುಲಾಧಿಪತಿಗಳು ಹಾಗೂ ಮಾನ್ಯ ಗೃಹ ಮಂತ್ರಿ ಡಾ.ಜಿ.ಪರಮೇಶ್ವರ್ ಅವರು ಉದ್ಘಾಟನೆ ಮಾಡಲಿದ್ದು, ಮುಖ್ಯ ಅತಿಥಿಗಳಾಗಿ ರಾಜ್ಯ ರೈಲ್ವೆ ಖಾತೆ ಸಚಿವರಾದ ವಿ ಸೋಮಣ್ಣ, ಸಿದ್ಧಗಂಗಾ ಮಠದ ಸಿದ್ಧಲಿಂಗ ಮಹಾಸ್ವಾಮಿಗಳು ಭಾಗವಹಿಸಲಿದ್ದು ಇದೇ ಕಾರ್ಯಕ್ರಮದಲ್ಲಿ ಎಚ್.ಎ.ಎಲ್‌ನ ಡಾ. ಕೆಜಿ ರೆಡ್ಡಿ, ಇಸ್ರೋ ಚೇರ್ಮನ್ ಎ.ಎಸ್.ಕಿರಣ್ ಕುಮಾರ್, ವಿಜ್ಞಾನ ಪರಿಷತ್ತಿನ ಹುಚಿಶ್ ನಟರಾಜ್ ಸೇರಿದಂತೆ ವಿವಿಧ ಪ್ರಮುಖರು ಸಂಸ್ಥೆಗಳ ಮುಖ್ಯಸ್ಥರು ಭಾಗವಹಿಸಲಿದ್ದಾರೆ. ಸಾಹೇ ವಿಶ್ವವಿದ್ಯಾಲಯದ ಉಪಕುಲಪತಿಗಳಾದ ಲಿಂಗೇಗೌಡ, ಅಶೋಕ್ ಮೆಹ್ತಾ, ವಿವೇಕ್ ವೀರಯ್ಯ ತುಮಕೂರು ಜಿಲ್ಲಾಧಿಕಾರಿಗಳು, ಎಸ್.ಪಿ, ಸಿಟಿ ಸೇರಿದಂತೆ ಇತರರು ಭಾಗವಹಿಸಲಿದ್ದು ಜಿಲ್ಲೆಯ ಪ್ರಾಥಮಿಕ ಹಾಗೂ ಪದವಿಪೂರ್ವ ಕಾಲೇಜುಗಳ ವಿದ್ಯಾರ್ಥಿಗಳು ಈ ವಸ್ತು ಪ್ರದರ್ಶ ನದಲ್ಲಿ ಭಾಗವಹಿಸಿ ಇದರ ಉಪಯೋಗವನ್ನು, ಪಡೆದುಕೊಳ್ಳಲು ಸಂಜೀವ್ ಕುಮಾರ್ ಅವರು ಮನವಿ ಮಾಡಿದ್ದಾರೆ: [695, 568, 938, 842]
- person-shirt: [649, 619, 669, 697]
- pramanapatra-body: ತುಮಕೂರು: ಕನ್ನಡ ಮತ್ತು ಸಂಸ್ಕೃತಿ ಇಲಾಖೆಯಿಂದ ಮಾಸಾಶನ ಪಡೆಯುತ್ತಿರುವ ಸಾಹಿತಿ/ಕಲಾವಿದರು ಹಾಗೂ ವಿಧವಾ ಮಾಸಾಶನ ಪಡೆಯುತ್ತಿರುವ ಮೃತಪಟ್ಟ ಕಲಾವಿದರ ಪತ್ನಿಯರು ಸರ್ಕಾರದ ನಿರ್ದೇಶನದಂತೆ ಸೆಪ್ಟೆಂಬರ್ 30ರೊಳಗಾಗಿ ಕನ್ನಡ ಮತ್ತು ಸಂಸ್ಕೃತಿ ಇಲಾಖೆಗೆ ತಮ್ಮ ಜೀವಿತ ಪ್ರಮಾಣ ಪತ್ರವನ್ನು ಸಲ್ಲಿಸಬೇಕೆಂದು ಸಹಾ ಯಕ ನಿರ್ದೇಶಕ ಈಶ್ವರ್ ಕು ಮಿರ್ಜಿ ತಿಳಿಸಿದ್ದಾರೆ.: [8, 1352, 250, 1406]
- workshop-column-1: ತುಮಕೂರು: ನಗರದ ಎಸ್‌ಎಸ್‌ಐಟಿ ಕ್ಯಾಂಪಸ್‌ನಲ್ಲಿರುವ ಶ್ರೀ ಸಿದ್ಧಾರ್ಥ ಮಾಧ್ಯಮ ಕೇಂದ್ರಕ್ಕೆ ಬೆಂಗಳೂರಿನ ಗಾರ್ಡನ್ ಸಿಟಿ ವಿಶ್ವವಿದ್ಯಾನಿಲಯದ ಪತ್ರಿಕೋದ್ಯಮ ವಿದ್ಯಾರ್ಥಿಗಳು ಪಠ್ಯ ವಿಷಯದ ಭಾಗವಾಗಿ ಸಿದ್ಧಾರ್ಥ ಸ್ಟೂಡಿಯೋ ಮತ್ತು ರೇಡಿಯೋ ಸಿದ್ಧಾರ್ಥ 90.8 ಸಿಇರವಿಸ್‌ಗೆ ಒಂದು ದಿನದ ಶೈಕ್ಷಣಿಕ ಭೇಟಿ ನೀಡಿ ಕಾರ್ಯಾಗಾರದಲ್ಲಿ ಭಾಗಿಯಾಗಿದರು. ಮಾಧ್ಯಮ ವಿದ್ಯಾರ್ಥಿಗಳಿಗೆ ಬೇಕಾದ ಎಲ್ಲ ಆಧುನಿಕ ಸೌಲಭ್ಯಗಳನ್ನು ಹೊಂದಿರುವ ಸಿದ್ಧಾರ್ಥ ಮಾಧ್ಯಮ ಅಧ್ಯಯನ ಕೇಂದ್ರದಲ್ಲಿ ವಿದ್ಯಾರ್ಥಿಗಳಿಗೆ ಪ್ರಾಯೋಗಿಕ ಕಾರ್ಯಗಳನ್ನು ಮಾಡುವ ಕುರಿತು ತಜ್ಞ ಪ್ರಾಧ್ಯಾಪಕರಿಂದ ತರಬೇತಿ ನೀಡಲಾಯಿತು. ಟಿವಿ ಮತ್ತು ರೇಡಿಯೋ ಕುರಿತಾಗಿ ನಿರ್ಮಾಣ ಪೂರ್ವ, ನಿರ್ಮಾಣ ಮತ್ತು ನಿರ್ಮಾಣೋತ್ತರ: [256, 1196, 392, 1360]
- education-column-1: ತುಮಕೂರು:ಇತ್ತೀಚಿನ ದಿನಗಳಲ್ಲಿ 'ಮೈಂಡ್ ಸೆಟ್ ಮ್ಯಾಟ್ರಿಕ್ಸ್' ಎಂಬ ವಿಚಾರವನ್ನುನಾವು ಹಾಗೂ ಸ್ಪರ್ಧಾತ್ಮಕಯುಗ, ಒತ್ತಡ ಪೂರಿತ ದಿನಮಾನದಲ್ಲಿ, ಆರೋಗ್ಯ ಪೂರ್ಣ ಮನಸ್ಸಿತಿ ಯನ್ನು ಕಾಪಾಡಿಕೊಳ್ಳಬೇಕಾದ ಮಹತ್ವವನ್ನು ಸಪ್ತಗಿರಿ ಕಾಲೇಜಿನ ವಾಣಿಜ್ಯಶಾಸ್ತ್ರ ವಿಭಾಗದ ಉಪನ್ಯಾಸಕರಾದ ಪ್ರೊ. ಸುರೇಂದ್ರರವರು ತಿಳಿಸಿದರು. ನಗರದ ಶೆಟ್ಟಿಹಳ್ಳಿ ಹೊರವಲಯದ ಜಯನಗರದ ದಕ್ಷಿಣದಲ್ಲಿರುವ ವರದರಾಜ ಚಾರಿಟಬಲ್ ಟ್ರಸ್ಟ್ ನ ವತಿಯಿಂದ ವರದರಾಜ ಪಿ.ಸಿ.ಎ. ಮತ್ತು ಪಿ.ಕಾಂವಿದ್ಯಾರ್ಥಿಗಳಿಗೆ ಸಾ ಫ್ಯಾಸ್ಟಿಲ್ಸ್ ತರಬೇತಿ ಕಾರ್ಯಕ್ರಮವನ್ನು ಉದ್ಘಾಟಿಸಿದ ಪ್ರೊ.ಸುರೇಂದ್ರರವರು ಮಾತನಾಡುತ್ತಾ ವಿದ್ಯಾರ್ಥಿಗಳಿಗೆ ಶಿಕ್ಷಣದ ಜೊತೆಗೆ ಬದುಕಿನಲ್ಲಿ ಯಶಸ್ಸು ಸಾಧಿಸಲು ಮೃದು ಕೌಶಲ್ಯಗಳು ಎಷ್ಟು ಅವಶ್ಯಕ ಎಂಬುದನ್ನು ವಿವರಿಸುತ್ತಾ ಸಾಕಾರಾತ್ಮಕ ಮನ ಸ್ಥಿತಿಯಿಂದಾಗುವ ಮುಪ್ಪು ಕಾಮಗಳು, ಸಾಕಾರಾತ್ಮಕ ಮನ ಸ್ಥಿತಿಯಿಂದ ವೈಯಕ್ತಿಕವಾಗಿ ಹಾಗೂ ಸಾಮಾ: [256, 594, 392, 791]
- page-number-value: 2: [922, 36, 935, 61]
- children-heads: [31, 1029, 249, 1042]
- education-photo: [402, 590, 688, 698]
- microphone: [529, 909, 531, 921]
- lead-column-1: ಮಧುಗಿರಿ: ಧರ್ಮಸ್ಥಳದ ಬಗ್ಗೆ ಕೆಲ ಮಾಧ್ಯಮಗಳಲ್ಲಿ ಹಾಗೂ ಕೆಲ ಯೂಟ್ಯೂಬ್‌ಗಳಲ್ಲಿ ಬರುತ್ತಿರುವ ಅಪಪ್ರಚಾರದ ವಿರುದ್ಧ ಹಾಗೂ ಆ ಕಿಡಿಗೇಡಿಗಳನ್ನು ಕಾನೂನಿನ ವ್ಯಾಪ್ತಿಗೆ ಒಳಪಡಿಸಿ ಹಾಗೂ ಜಾಮಂದರ ವಿರುದ್ಧ ಯಾರು ಅಪಪ್ರಚಾರ ನಡೆಸುತ್ತಿದ್ದಾರೆ ಅವರು ಎಷ್ಟೇ ದೊಡ್ಡವರಿರಲಿ ಅವರನ್ನ ಬಂಧಿಸುವಂತ ಕೆಲಸ ಆಗಬೇಕು ಎಂದು ಮಾಜಿ ಸಚಿವ ಕೆ ಎನ್ ರಾಜಣ್ಣ ಆಗ್ರಹಿಸಿದರು. ಧರ್ಮಸ್ಥಳ ವಿರುದ್ಧ ಅಪಪ್ರಚಾರ ಖಂಡಿಸಿ ಮಧುಗಿರಿಯಲ್ಲಿ ಸಾವಿರಾರು ಭಕ್ತರ ಸಮ್ಮುಖದ ಧರ್ಮಸ್ಥಳ ವಿರೋಧಿಗಳ ಪ್ರತಿಭಟನೆಯಲ್ಲಿ ಪಾಲ್ಗೊಂಡು ಮಾತನಾಡಿದ ಅವರು, ತಾಲ್ಲೂಕಿನ ಧರ್ಮಸ್ಥಳದ ಮಂಜುನಾಥ ಭಕ್ತರು ಸೇರಿ ಕಿಡಿಗೇಡಿಗಳ ವಿರುದ್ಧ ಸಾಂಕೇತಿಕವಾಗಿ ಪ್ರತಿಭಟನೆ ಮಾಡುತ್ತಿದ್ದರು. ಧರ್ಮಸ್ಥಳದ ಬಗ್ಗೆ ಕೆಲ ಮಾಧ್ಯಮಗಳಲ್ಲಿ ಹಾಗೂ ಕೆಲ ಯೂಟ್ಯೂಬ್ ಚಾನೆಲ್‌ಗಳಲ್ಲಿ ಬರುತ್ತಿರುವ ಅಪಪ್ರಚಾರದ ವಿರುದ್ಧ ಹಾಗೂ ಇಂತಹ ಪ್ರಚಾರ ಮಾಡುತ್ತಿರುವ ಆ ಕಿಡಿಗೇಡಿಗಳನ್ನು ಕಾನೂನಿನ ವ್ಯಾಪ್ತಿಗೆ ಒಳಪಡಿಸಬೇಕು. ಜೊತೆಗೆ ಜಾಮಂದರ ವಿರುದ್ಧ ಯಾರು ಈ ಅಪಪ್ರಚಾರ ನಡೆಸುತ್ತಿದ್ದಾರೆ ಧರ್ಮಸ್ಥಳ 800ಕ್ಕೂ ಹೆಚ್ಚು ವರ್ಷಗಳ ಇತಿಹಾಸ ಹೊಂದಿರುವ ಪವಿತ್ರವಾದ ಪುಣ್ಯ ಕ್ಷೇತ್ರ ಆ ಕ್ಷೇತ್ರದ ವಿರುದ್ಧ ಯಾರೇ ಅಪಪ್ರಚಾರ ಮಾಡಿದರು ಅವರ ವಿರುದ್ಧ ಕ್ರಮ ಕೈಗೊಳ್ಳಬೇಕು. ವೀರೇಂದ್ರಹೆಗ್ಡೆ ರವರ ವಿರುದ್ಧವೂ ಅಪಪ್ರಚಾರ ನೋಡುತ್ತಿದ್ದೇವೆ ಇಂತಹವರಕ್ಕೆ: [25, 163, 173, 415]
- anveshana-headline-line1: ಶ್ರೀ ಸಿದ್ಧಾರ್ಥ ಸ್ಕೂಲ್ ಆಫ್: [728, 510, 905, 533]
- lead-story-photo: [180, 162, 617, 292]
- workshop-column-2: ಕುರಿತು ಮಾಹಿತಿ ಪಡೆದುಕೊಂಡರು. ಜೊತೆಗೆ ಪ್ರಯೋಗಿಕವಾಗಿ ವಿದ್ಯಾರ್ಥಿಗಳೇ ಕೆಲ ಕಾರ್ಯಕ್ರಮಗಳನ್ನು ನಿರ್ಮಾಣ ಮಾಡಿದರು. ಸಿದ್ಧಾರ್ಥ ಟಿ.ವಿ. ಸ್ಟುಡಿಯೋ ಕ್ಯಾಮರಾ ಬಳಕೆ ಮಾಡುವುದು, ಸ್ಟುಡಿಯೋ ಸೆಟ್‌ಅಪ್, ಟಿ.ವಿ ಕಾರ್ಯಕ್ರಮ ನಿರ್ಮಾಣ ಕುರಿತು ತರಬೇತಿ ನೀಡಿದರೆ,: [398, 1332, 518, 1408]
- parisara-photo: [30, 988, 250, 1074]
- students-heads: [31, 605, 249, 621]
